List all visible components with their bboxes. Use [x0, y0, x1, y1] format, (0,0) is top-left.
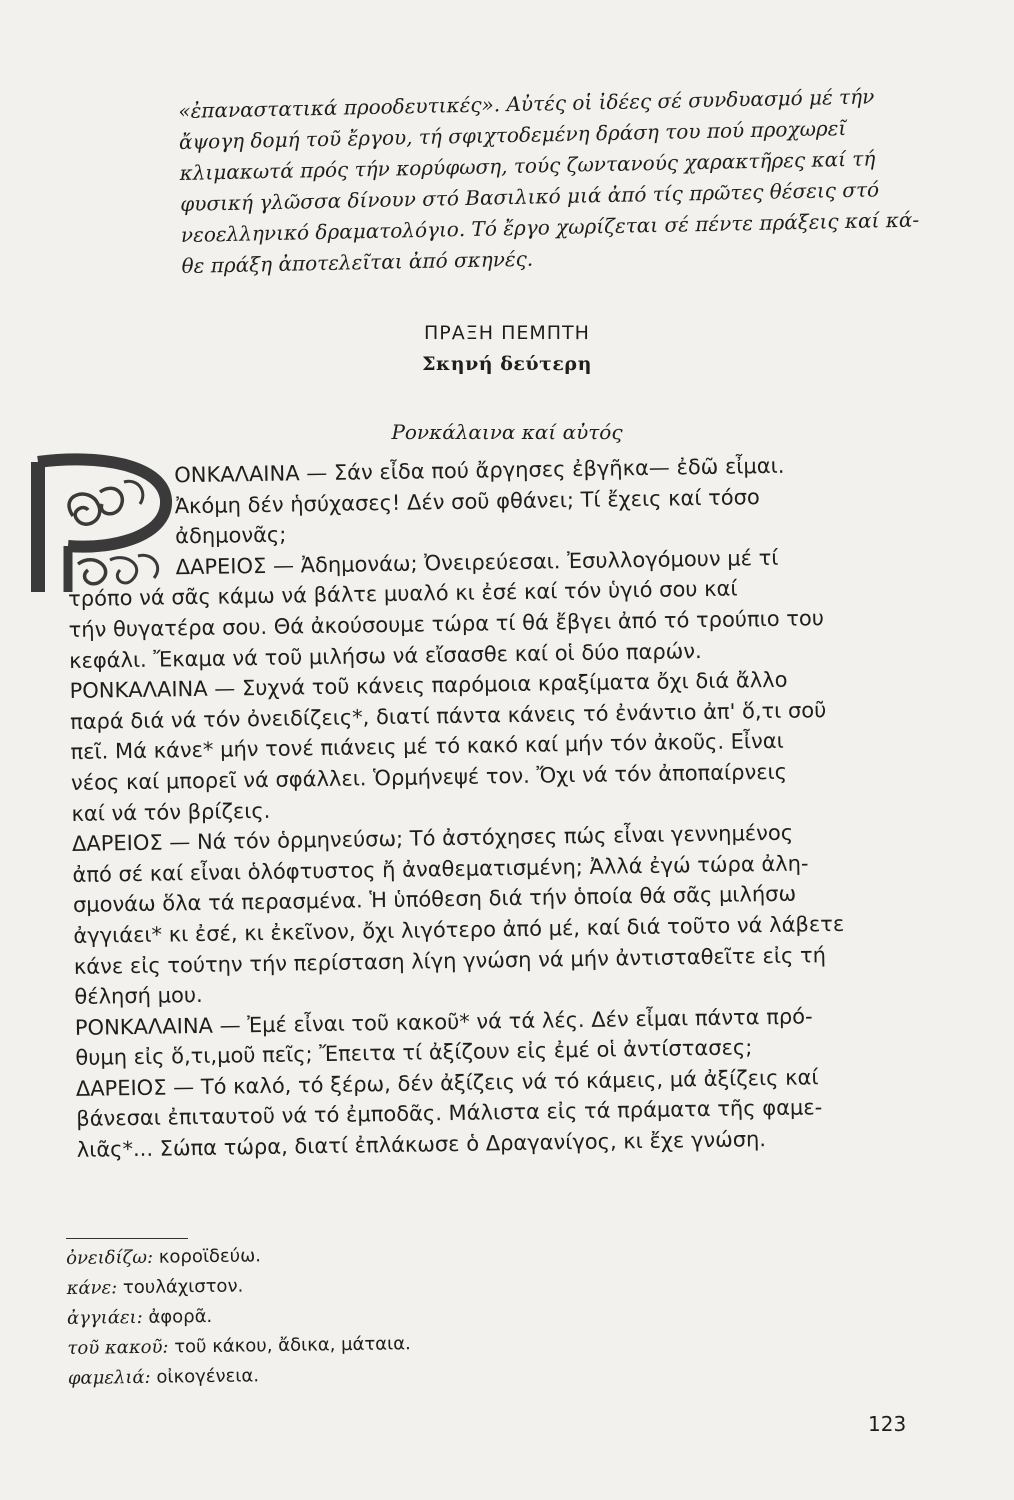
dialogue-line: κεφάλι. Ἔκαμα νά τοῦ μιλήσω νά εἴσασθε καί οἱ δύο παρών.: [68, 638, 702, 673]
intro-line: θε πράξη ἀποτελεῖται ἀπό σκηνές.: [181, 246, 534, 278]
footnote-term: ἀγγιάει:: [66, 1306, 143, 1329]
footnote-rule: [66, 1238, 188, 1239]
footnote-meaning: οἰκογένεια.: [156, 1365, 260, 1388]
footnote-meaning: τουλάχιστον.: [122, 1275, 244, 1299]
dialogue-line: τρόπο νά σᾶς κάμω νά βάλτε μυαλό κι ἐσέ καί τόν ὑγιό σου καί: [67, 576, 738, 612]
dialogue-line: πεῖ. Μά κάνε* μήν τονέ πιάνεις μέ τό κακό καί μήν τόν ἀκοῦς. Εἶναι: [70, 729, 784, 765]
intro-line: νεοελληνικό δραματολόγιο. Τό ἔργο χωρίζεται σέ πέντε πράξεις καί κά-: [180, 207, 920, 247]
footnote-term: τοῦ κακοῦ:: [67, 1336, 169, 1359]
dialogue-line: ΔΑΡΕΙΟΣ — Νά τόν ὁρμηνεύσω; Τό ἀστόχησες πώς εἶναι γεννημένος: [71, 820, 794, 857]
dialogue-line: παρά διά νά τόν ὀνειδίζεις*, διατί πάντα κάνεις τό ἐνάντιο ἀπ' ὅ,τι σοῦ: [69, 697, 827, 734]
dialogue-line: ἀγγιάει* κι ἐσέ, κι ἐκεῖνον, ὄχι λιγότερο ἀπό μέ, καί διά τοῦτο νά λάβετε: [73, 911, 845, 948]
footnote-meaning: ἀφορᾶ.: [148, 1305, 213, 1328]
scene-title: Σκηνή δεύτερη: [422, 353, 592, 375]
intro-line: «ἐπαναστατικά προοδευτικές». Αὐτές οἱ ἰδέες σέ συνδυασμό μέ τήν: [178, 84, 875, 123]
dialogue-line: ΡΟΝΚΑΛΑΙΝΑ — Ἐμέ εἶναι τοῦ κακοῦ* νά τά λές. Δέν εἶμαι πάντα πρό-: [74, 1004, 813, 1040]
intro-line: φυσική γλῶσσα δίνουν στό Βασιλικό μιά ἀπό τίς πρῶτες θέσεις στό: [180, 177, 880, 216]
dialogue-line: θυμη εἰς ὅ,τι,μοῦ πεῖς; Ἔπειτα τί ἀξίζουν εἰς ἐμέ οἱ ἀντίστασες;: [75, 1035, 753, 1071]
dialogue-line: σμονάω ὅλα τά περασμένα. Ἡ ὑπόθεση διά τήν ὁποία θά σᾶς μιλήσω: [72, 881, 797, 918]
dialogue-line: θέλησή μου.: [74, 983, 203, 1010]
dialogue-line: βάνεσαι ἐπιταυτοῦ νά τό ἐμποδᾶς. Μάλιστα εἰς τά πράματα τῆς φαμε-: [76, 1095, 823, 1132]
dialogue-line: ΡΟΝΚΑΛΑΙΝΑ — Συχνά τοῦ κάνεις παρόμοια κραξίματα ὄχι διά ἄλλο: [69, 667, 788, 704]
dialogue-line: τήν θυγατέρα σου. Θά ἀκούσουμε τώρα τί θά ἔβγει ἀπό τό τρούπιο του: [68, 606, 825, 642]
dialogue-body: [66, 449, 929, 1166]
dialogue-line: ΔΑΡΕΙΟΣ — Ἀδημονάω; Ὀνειρεύεσαι. Ἐσυλλογόμουν μέ τί: [175, 545, 779, 580]
dialogue-line: ΟΝΚΑΛΑΙΝΑ — Σάν εἶδα πού ἄργησες ἐβγῆκα— ἐδῶ εἶμαι.: [174, 453, 785, 488]
intro-line: κλιμακωτά πρός τήν κορύφωση, τούς ζωντανούς χαρακτῆρες καί τή: [179, 146, 876, 185]
intro-paragraph: [178, 81, 922, 282]
dialogue-line: ΔΑΡΕΙΟΣ — Τό καλό, τό ξέρω, δέν ἀξίζεις νά τό κάμεις, μά ἀξίζεις καί: [75, 1065, 819, 1101]
scene-cast: Ρονκάλαινα καί αὐτός: [391, 420, 623, 444]
footnote-term: φαμελιά:: [67, 1366, 151, 1389]
footnote-term: ὀνειδίζω:: [66, 1246, 154, 1269]
footnote-meaning: κοροϊδεύω.: [158, 1245, 262, 1268]
dialogue-line: λιᾶς*... Σώπα τώρα, διατί ἐπλάκωσε ὁ Δραγανίγος, κι ἔχε γνώση.: [76, 1127, 767, 1162]
dialogue-line: ἀπό σέ καί εἶναι ὁλόφτυστος ἤ ἀναθεματισμένη; Ἀλλά ἐγώ τώρα ἀλη-: [72, 851, 809, 887]
footnote-term: κάνε:: [66, 1277, 118, 1299]
dialogue-line: κάνε εἰς τούτην τήν περίσταση λίγη γνώση νά μήν ἀντισταθεῖτε εἰς τή: [73, 942, 827, 979]
footnotes: [66, 1237, 588, 1394]
footnote-meaning: τοῦ κάκου, ἄδικα, μάταια.: [174, 1333, 411, 1358]
dialogue-line: νέος καί μπορεῖ νά σφάλλει. Ὁρμήνεψέ τον. Ὄχι νά τόν ἀποπαίρνεις: [70, 759, 788, 795]
dialogue-line: ἀδημονᾶς;: [174, 522, 287, 549]
page-number: 123: [868, 1412, 907, 1436]
dialogue-line: Ἀκόμη δέν ἡσύχασες! Δέν σοῦ φθάνει; Τί ἔχεις καί τόσο: [174, 484, 760, 518]
dialogue-line: καί νά τόν βρίζεις.: [71, 798, 271, 826]
act-title: ΠΡΑΞΗ ΠΕΜΠΤΗ: [424, 322, 590, 344]
intro-line: ἄψογη δομή τοῦ ἔργου, τή σφιχτοδεμένη δράση του πού προχωρεῖ: [178, 116, 847, 154]
footnote-item: [68, 1357, 588, 1394]
